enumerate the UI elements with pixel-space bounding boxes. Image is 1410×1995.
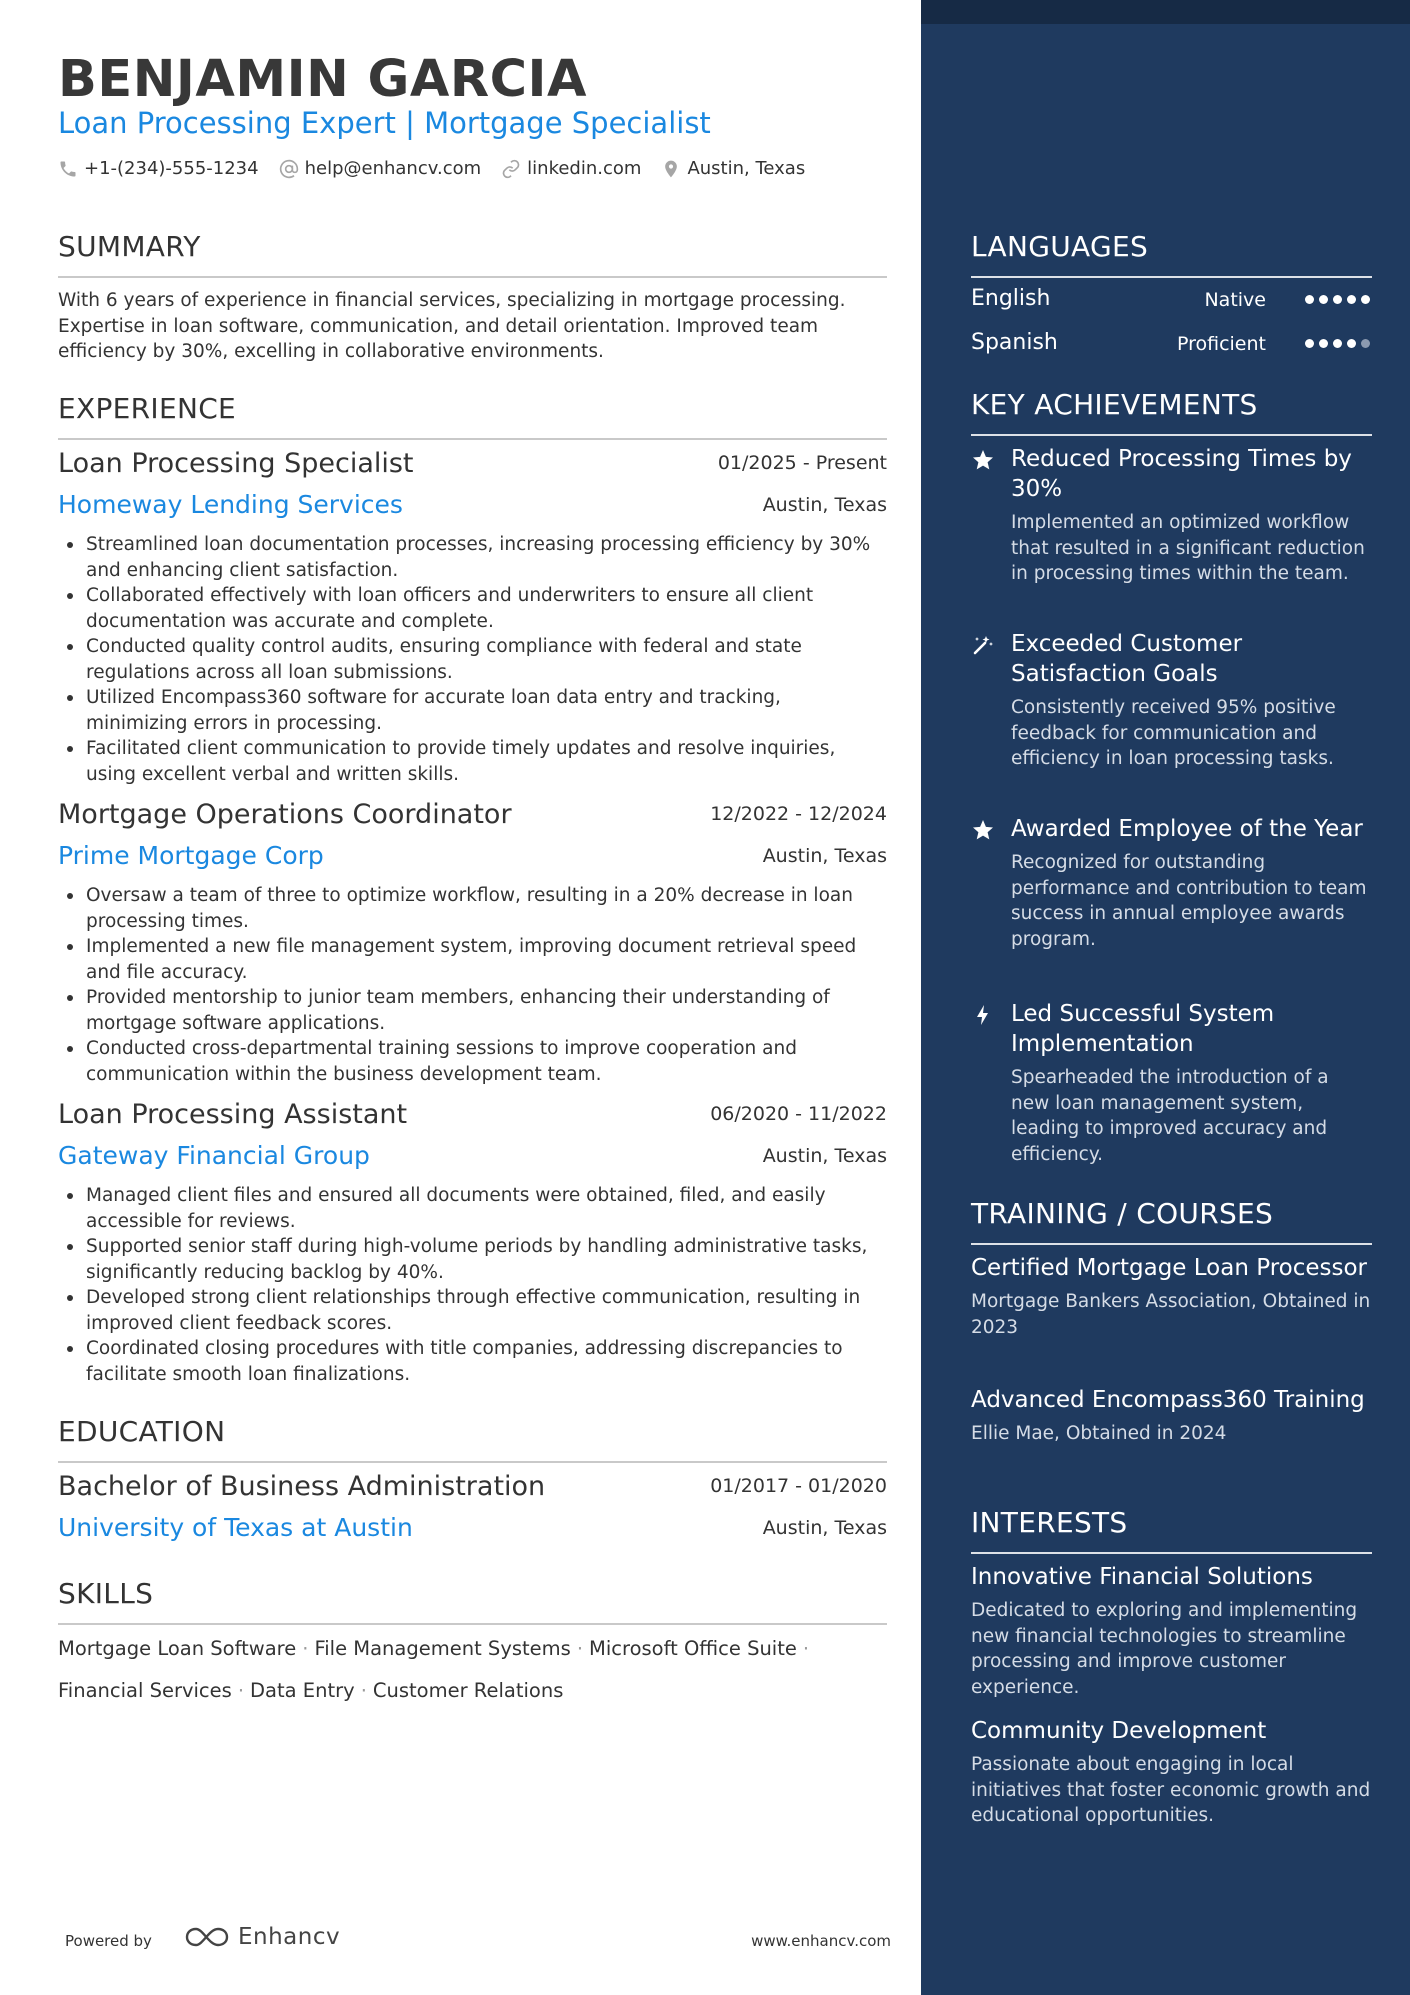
powered-by-label: Powered by (65, 1932, 152, 1950)
job-bullets (58, 1183, 887, 1387)
education-entry (58, 1471, 887, 1555)
bullet-item: Oversaw a team of three to optimize workflow, resulting in a 20% decrease in loan processing times. (58, 883, 887, 934)
skill-item: Data Entry (250, 1679, 355, 1702)
language-item (971, 330, 1372, 360)
achievement-text: Consistently received 95% positive feedback for communication and efficiency in loan processing tasks. (1011, 697, 1336, 769)
phone-icon (58, 159, 78, 179)
language-level: Proficient (1176, 333, 1266, 355)
job-title: Loan Processing Assistant (58, 1099, 408, 1130)
rating-dot-filled (1347, 295, 1356, 304)
bullet-item: Facilitated client communication to provide timely updates and resolve inquiries, using excellent verbal and written skills. (58, 736, 887, 787)
job-company: Gateway Financial Group (58, 1141, 370, 1170)
rating-dot-filled (1333, 295, 1342, 304)
bullet-item: Utilized Encompass360 software for accurate loan data entry and tracking, minimizing errors in processing. (58, 685, 887, 736)
language-rating (1305, 339, 1370, 348)
contact-linkedin[interactable] (501, 158, 641, 179)
bullet-item: Managed client files and ensured all documents were obtained, filed, and easily accessible for reviews. (58, 1183, 887, 1234)
bullet-item: Coordinated closing procedures with title companies, addressing discrepancies to facilitate smooth loan finalizations. (58, 1336, 887, 1387)
achievement-text: Implemented an optimized workflow that resulted in a significant reduction in processing times within the team. (1011, 512, 1365, 584)
job-company: Prime Mortgage Corp (58, 841, 324, 870)
job-location: Austin, Texas (762, 494, 887, 516)
sidebar-top-bar (921, 0, 1410, 24)
job-entry (58, 448, 887, 787)
course-title: Certified Mortgage Loan Processor (971, 1255, 1368, 1281)
school-name: University of Texas at Austin (58, 1513, 413, 1542)
candidate-name: BENJAMIN GARCIA (58, 50, 587, 109)
rating-dot-filled (1347, 339, 1356, 348)
interest-item (971, 1716, 1372, 1829)
achievement-title: Reduced Processing Times by 30% (1011, 446, 1352, 502)
link-icon (501, 159, 521, 179)
rating-dot-filled (1319, 339, 1328, 348)
interest-item (971, 1562, 1372, 1700)
rating-dot-filled (1333, 339, 1342, 348)
language-rating (1305, 295, 1370, 304)
training-heading: TRAINING / COURSES (971, 1197, 1274, 1230)
bullet-item: Conducted quality control audits, ensuring compliance with federal and state regulations across all loan submissions. (58, 634, 887, 685)
skills-line (58, 1628, 887, 1670)
interest-text: Dedicated to exploring and implementing new financial technologies to streamline processing and improve customer experience. (971, 1600, 1358, 1698)
job-title: Mortgage Operations Coordinator (58, 799, 512, 830)
star-icon (971, 818, 995, 842)
contact-email[interactable] (279, 158, 482, 179)
contact-bar (58, 158, 805, 179)
bullet-item: Provided mentorship to junior team members, enhancing their understanding of mortgage software applications. (58, 985, 887, 1036)
interests-divider (971, 1552, 1372, 1554)
education-dates: 01/2017 - 01/2020 (710, 1475, 887, 1497)
bullet-item: Implemented a new file management system, improving document retrieval speed and file accuracy. (58, 934, 887, 985)
interest-text: Passionate about engaging in local initiatives that foster economic growth and educational opportunities. (971, 1754, 1371, 1826)
achievement-text: Spearheaded the introduction of a new loan management system, leading to improved accuracy and efficiency. (1011, 1067, 1329, 1165)
lightning-bolt-icon (971, 1003, 995, 1027)
skill-item: Microsoft Office Suite (589, 1637, 797, 1660)
bullet-item: Conducted cross-departmental training sessions to improve cooperation and communication within the business development team. (58, 1036, 887, 1087)
achievement-title: Exceeded Customer Satisfaction Goals (1011, 631, 1243, 687)
job-location: Austin, Texas (762, 1145, 887, 1167)
achievements-heading: KEY ACHIEVEMENTS (971, 388, 1258, 421)
contact-location (661, 158, 805, 179)
summary-divider (58, 276, 887, 278)
job-dates: 06/2020 - 11/2022 (710, 1103, 887, 1125)
resume-sidebar (921, 0, 1410, 1995)
skill-separator: · (302, 1637, 309, 1660)
skills-line (58, 1670, 887, 1712)
experience-divider (58, 438, 887, 440)
summary-heading: SUMMARY (58, 230, 201, 263)
skill-item: Customer Relations (372, 1679, 564, 1702)
skills-heading: SKILLS (58, 1577, 154, 1610)
achievement-item (971, 999, 1372, 1167)
job-title: Loan Processing Specialist (58, 448, 414, 479)
rating-dot-filled (1319, 295, 1328, 304)
education-divider (58, 1461, 887, 1463)
interest-title: Community Development (971, 1718, 1267, 1744)
bullet-item: Developed strong client relationships through effective communication, resulting in improved client feedback scores. (58, 1285, 887, 1336)
degree-title: Bachelor of Business Administration (58, 1471, 546, 1502)
bullet-item: Supported senior staff during high-volume periods by handling administrative tasks, significantly reducing backlog by 40%. (58, 1234, 887, 1285)
bullet-item: Streamlined loan documentation processes, increasing processing efficiency by 30% and enhancing client satisfaction. (58, 532, 887, 583)
at-sign-icon (279, 159, 299, 179)
achievement-title: Led Successful System Implementation (1011, 1001, 1275, 1057)
course-title: Advanced Encompass360 Training (971, 1387, 1365, 1413)
star-icon (971, 448, 995, 472)
achievement-item (971, 629, 1372, 772)
job-entry (58, 1099, 887, 1387)
skill-item: Mortgage Loan Software (58, 1637, 297, 1660)
rating-dot-filled (1305, 339, 1314, 348)
education-location: Austin, Texas (762, 1517, 887, 1539)
enhancv-logo[interactable] (184, 1924, 340, 1950)
course-item (971, 1385, 1372, 1447)
skills-list (58, 1628, 887, 1712)
languages-heading: LANGUAGES (971, 230, 1149, 263)
summary-text: With 6 years of experience in financial services, specializing in mortgage processing. Expertise in loan software, communication, and detail orientation. Improved team efficiency by 30%, excelling in collaborative environments. (58, 290, 846, 362)
linkedin-text: linkedin.com (527, 158, 642, 179)
course-provider: Mortgage Bankers Association, Obtained in 2023 (971, 1291, 1371, 1338)
job-bullets (58, 532, 887, 787)
achievement-item (971, 814, 1372, 952)
job-dates: 01/2025 - Present (717, 452, 887, 474)
course-provider: Ellie Mae, Obtained in 2024 (971, 1423, 1227, 1444)
languages-divider (971, 276, 1372, 278)
job-entry (58, 799, 887, 1087)
education-heading: EDUCATION (58, 1415, 226, 1448)
rating-dot-empty (1361, 339, 1370, 348)
email-text: help@enhancv.com (304, 158, 482, 179)
language-name: English (971, 286, 1051, 311)
magic-wand-icon (971, 633, 995, 657)
rating-dot-filled (1361, 295, 1370, 304)
skill-separator: · (802, 1637, 810, 1660)
interest-title: Innovative Financial Solutions (971, 1564, 1313, 1590)
job-bullets (58, 883, 887, 1087)
achievement-title: Awarded Employee of the Year (1011, 816, 1363, 842)
location-pin-icon (661, 159, 681, 179)
skill-separator: · (576, 1637, 584, 1660)
job-location: Austin, Texas (762, 845, 887, 867)
phone-text: +1-(234)-555-1234 (84, 158, 259, 179)
infinity-logo-icon (184, 1925, 230, 1949)
language-level: Native (1204, 289, 1266, 311)
skills-divider (58, 1623, 887, 1625)
bullet-item: Collaborated effectively with loan officers and underwriters to ensure all client documentation was accurate and complete. (58, 583, 887, 634)
skill-separator: · (360, 1679, 367, 1702)
job-company: Homeway Lending Services (58, 490, 403, 519)
skill-item: File Management Systems (314, 1637, 571, 1660)
brand-name: Enhancv (238, 1924, 341, 1950)
skill-item: Financial Services (58, 1679, 232, 1702)
job-dates: 12/2022 - 12/2024 (710, 803, 887, 825)
footer-url[interactable]: www.enhancv.com (751, 1932, 891, 1950)
rating-dot-filled (1305, 295, 1314, 304)
achievements-divider (971, 434, 1372, 436)
course-item (971, 1253, 1372, 1340)
experience-heading: EXPERIENCE (58, 392, 237, 425)
candidate-title: Loan Processing Expert | Mortgage Specialist (58, 106, 711, 140)
training-divider (971, 1243, 1372, 1245)
achievement-item (971, 444, 1372, 587)
language-name: Spanish (971, 330, 1058, 355)
skill-separator: · (237, 1679, 245, 1702)
contact-phone[interactable] (58, 158, 259, 179)
location-text: Austin, Texas (687, 158, 806, 179)
interests-heading: INTERESTS (971, 1506, 1128, 1539)
achievement-text: Recognized for outstanding performance and contribution to team success in annual employee awards program. (1011, 852, 1367, 950)
language-item (971, 286, 1372, 316)
